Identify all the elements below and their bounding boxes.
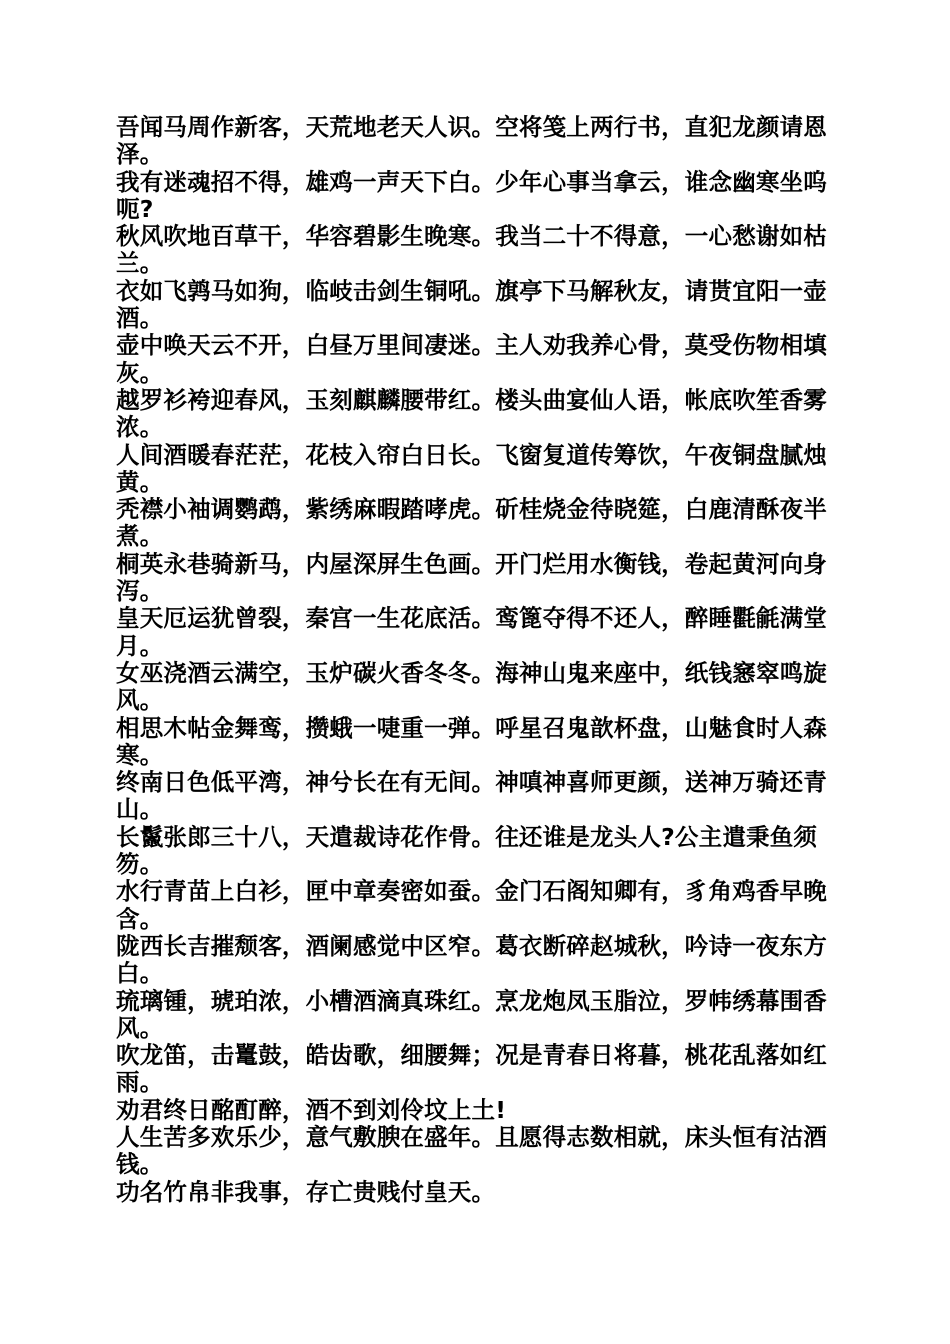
poem-line: 人间酒暖春茫茫，花枝入帘白日长。飞窗复道传筹饮，午夜铜盘腻烛黄。	[116, 440, 827, 496]
poem-line: 相思木帖金舞鸾，攒蛾一啑重一弹。呼星召鬼歆杯盘，山魅食时人森寒。	[116, 713, 827, 769]
poem-line: 陇西长吉摧颓客，酒阑感觉中区窄。葛衣断碎赵城秋，吟诗一夜东方白。	[116, 931, 827, 988]
poem-line: 琉璃锺，琥珀浓，小槽酒滴真珠红。烹龙炮凤玉脂泣，罗帏绣幕围香风。	[116, 986, 827, 1042]
poem-line: 劝君终日酩酊醉，酒不到刘伶坟上土!	[116, 1095, 507, 1124]
poem-line: 桐英永巷骑新马，内屋深屏生色画。开门烂用水衡钱，卷起黄河向身泻。	[116, 549, 827, 606]
poem-line: 秃襟小袖调鹦鹉，紫绣麻暇踏哮虎。斫桂烧金待晓筵，白鹿清酥夜半煮。	[116, 495, 827, 551]
poem-line: 我有迷魂招不得，雄鸡一声天下白。少年心事当拿云，谁念幽寒坐呜呃?	[116, 167, 827, 223]
poem-line: 皇天厄运犹曾裂，秦宫一生花底活。鸾篦夺得不还人，醉睡氍毹满堂月。	[116, 604, 827, 660]
poem-line: 吾闻马周作新客，天荒地老天人识。空将笺上两行书，直犯龙颜请恩泽。	[116, 113, 827, 169]
poem-line: 长鬣张郎三十八，天遣裁诗花作骨。往还谁是龙头人?公主遣秉鱼须笏。	[116, 822, 818, 879]
poem-line: 壶中唤天云不开，白昼万里间凄迷。主人劝我养心骨，莫受伤物相填灰。	[116, 331, 827, 387]
poem-line: 衣如飞鹑马如狗，临岐击剑生铜吼。旗亭下马解秋友，请贳宜阳一壶酒。	[116, 276, 827, 333]
poem-line: 秋风吹地百草干，华容碧影生晚寒。我当二十不得意，一心愁谢如枯兰。	[116, 222, 827, 278]
poem-line: 功名竹帛非我事，存亡贵贱付皇天。	[116, 1177, 496, 1206]
poem-text	[116, 114, 838, 1206]
poem-line: 水行青苗上白衫，匣中章奏密如蚕。金门石阁知卿有，豸角鸡香早晚含。	[116, 877, 827, 933]
poem-line: 终南日色低平湾，神兮长在有无间。神嗔神喜师更颜，送神万骑还青山。	[116, 768, 827, 824]
poem-line: 吹龙笛，击鼍鼓，皓齿歌，细腰舞；况是青春日将暮，桃花乱落如红雨。	[116, 1041, 827, 1097]
poem-line: 越罗衫袴迎春风，玉刻麒麟腰带红。楼头曲宴仙人语，帐底吹笙香雾浓。	[116, 385, 827, 442]
poem-line: 人生苦多欢乐少，意气敷腴在盛年。且愿得志数相就，床头恒有沽酒钱。	[116, 1122, 827, 1179]
poem-line: 女巫浇酒云满空，玉炉碳火香冬冬。海神山鬼来座中，纸钱窸窣鸣旋风。	[116, 658, 827, 715]
